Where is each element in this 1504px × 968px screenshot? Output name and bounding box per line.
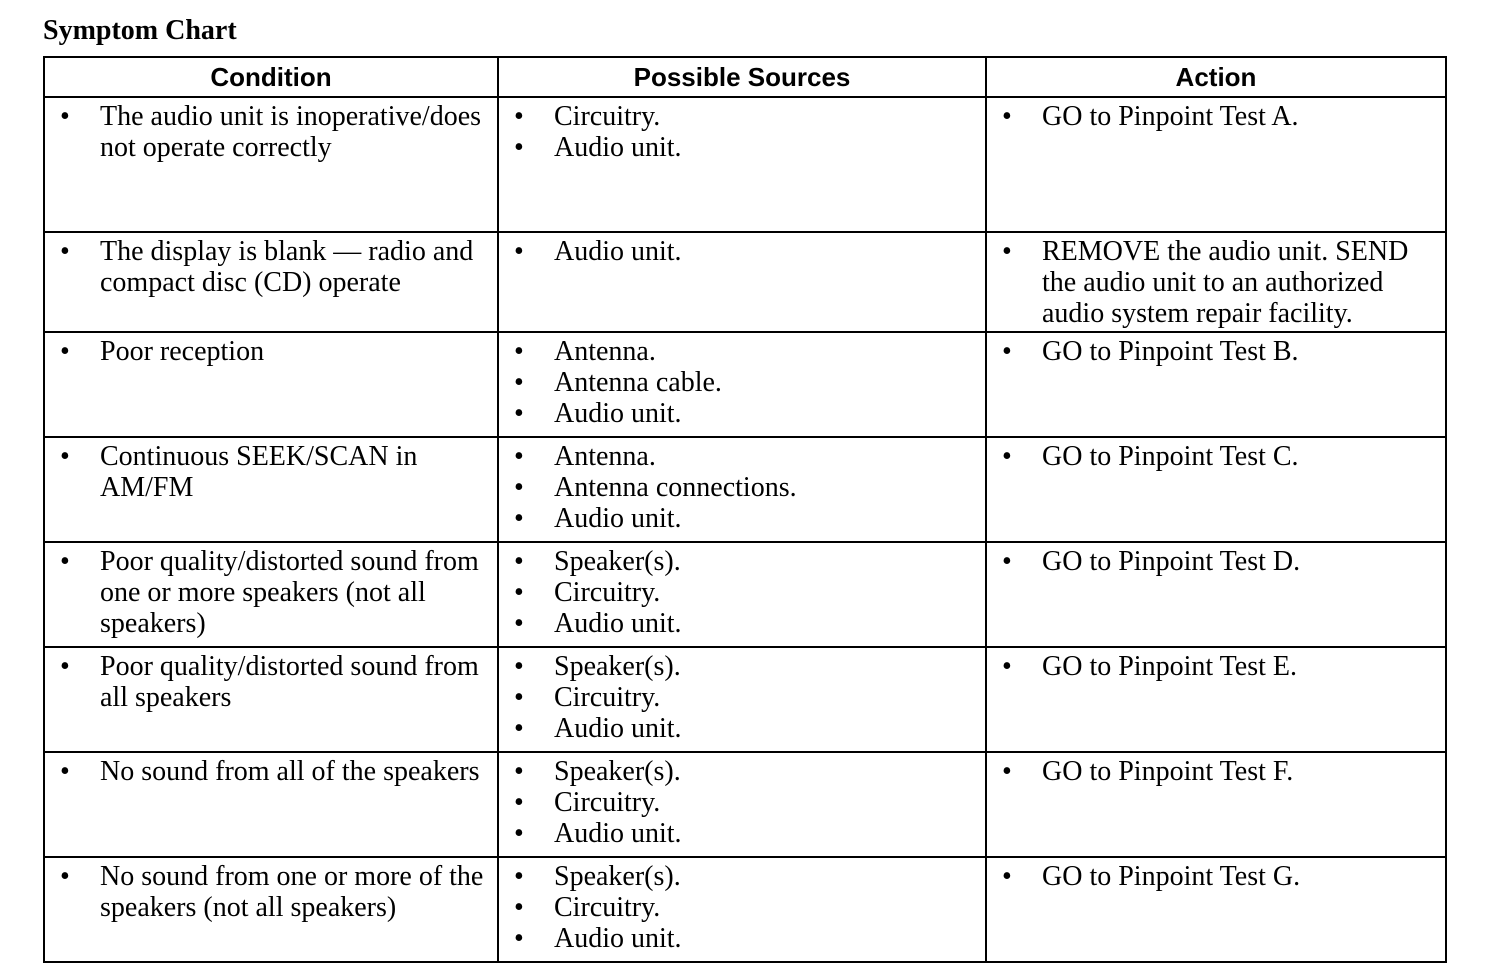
header-action: Action [986,57,1446,97]
table-row [44,752,1446,857]
sources-cell [498,437,986,542]
action-cell [986,647,1446,752]
source-item: • Circuitry. [499,577,985,608]
condition-cell [44,857,498,962]
condition-cell [44,752,498,857]
condition-text: • The audio unit is inoperative/does not operate correctly [45,101,497,163]
condition-text: • Poor reception [45,336,497,367]
header-possible-sources: Possible Sources [498,57,986,97]
condition-text: • The display is blank — radio and compact disc (CD) operate [45,236,497,298]
source-item: • Speaker(s). [499,861,985,892]
symptom-table [43,56,1447,963]
action-text: • GO to Pinpoint Test A. [987,101,1445,132]
sources-cell [498,647,986,752]
table-row [44,97,1446,232]
condition-cell [44,97,498,232]
source-item: • Audio unit. [499,713,985,744]
source-item: • Audio unit. [499,236,985,267]
source-item: • Circuitry. [499,101,985,132]
action-cell [986,437,1446,542]
header-condition: Condition [44,57,498,97]
sources-cell [498,542,986,647]
condition-text: • Poor quality/distorted sound from all speakers [45,651,497,713]
source-item: • Speaker(s). [499,756,985,787]
sources-cell [498,232,986,332]
condition-text: • No sound from one or more of the speakers (not all speakers) [45,861,497,923]
source-item: • Audio unit. [499,503,985,534]
action-cell [986,542,1446,647]
page-title: Symptom Chart [43,15,237,46]
condition-cell [44,647,498,752]
action-cell [986,332,1446,437]
action-text: • GO to Pinpoint Test C. [987,441,1445,472]
sources-cell [498,857,986,962]
source-item: • Speaker(s). [499,546,985,577]
condition-text: • Continuous SEEK/SCAN in AM/FM [45,441,497,503]
table-row [44,437,1446,542]
sources-cell [498,97,986,232]
condition-text: • Poor quality/distorted sound from one or more speakers (not all speakers) [45,546,497,639]
source-item: • Audio unit. [499,818,985,849]
table-row [44,542,1446,647]
action-text: • REMOVE the audio unit. SEND the audio unit to an authorized audio system repair facility. [987,236,1445,329]
table-row [44,332,1446,437]
sources-cell [498,332,986,437]
source-item: • Antenna. [499,336,985,367]
source-item: • Audio unit. [499,398,985,429]
action-cell [986,752,1446,857]
table-row [44,857,1446,962]
header-row [44,57,1446,97]
source-item: • Antenna cable. [499,367,985,398]
source-item: • Audio unit. [499,132,985,163]
action-text: • GO to Pinpoint Test F. [987,756,1445,787]
source-item: • Antenna connections. [499,472,985,503]
table-row [44,232,1446,332]
table-row [44,647,1446,752]
action-cell [986,97,1446,232]
condition-cell [44,232,498,332]
condition-cell [44,332,498,437]
action-text: • GO to Pinpoint Test E. [987,651,1445,682]
condition-cell [44,437,498,542]
condition-text: • No sound from all of the speakers [45,756,497,787]
source-item: • Circuitry. [499,892,985,923]
action-cell [986,857,1446,962]
action-text: • GO to Pinpoint Test D. [987,546,1445,577]
action-text: • GO to Pinpoint Test G. [987,861,1445,892]
sources-cell [498,752,986,857]
source-item: • Speaker(s). [499,651,985,682]
action-cell [986,232,1446,332]
source-item: • Audio unit. [499,923,985,954]
source-item: • Audio unit. [499,608,985,639]
action-text: • GO to Pinpoint Test B. [987,336,1445,367]
condition-cell [44,542,498,647]
source-item: • Antenna. [499,441,985,472]
source-item: • Circuitry. [499,682,985,713]
source-item: • Circuitry. [499,787,985,818]
